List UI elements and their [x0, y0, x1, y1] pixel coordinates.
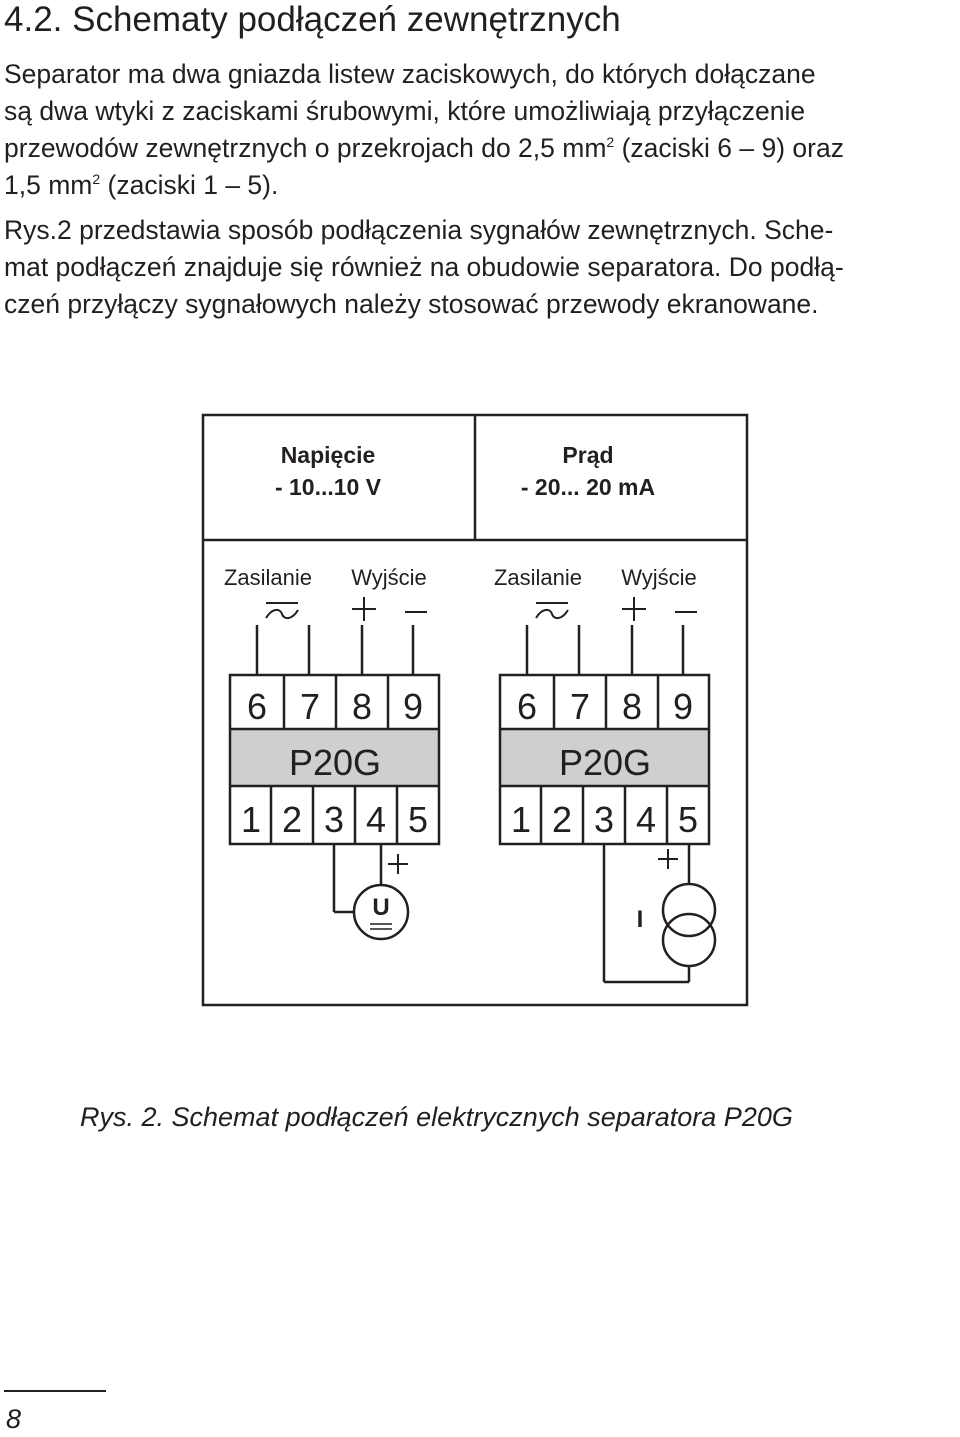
- terminal-5: 5: [677, 799, 699, 840]
- paragraph-line: [4, 130, 844, 167]
- output-label: Wyjście: [351, 565, 427, 590]
- paragraph-line: Rys.2 przedstawia sposób podłączenia sygnałów zewnętrznych. Sche-: [4, 215, 834, 245]
- voltage-panel: [224, 442, 439, 939]
- terminal-1: 1: [240, 799, 262, 840]
- plus-icon: [658, 849, 678, 869]
- plus-icon: [388, 854, 408, 874]
- terminal-3: 3: [593, 799, 615, 840]
- text-segment: (zaciski 6 – 9) oraz: [614, 133, 844, 163]
- terminal-5: 5: [407, 799, 429, 840]
- current-source-wiring: [604, 844, 715, 982]
- ac-symbol-icon: [266, 603, 298, 618]
- terminal-6: 6: [516, 686, 538, 727]
- current-panel: [494, 442, 715, 982]
- terminal-7: 7: [299, 686, 321, 727]
- terminal-2: 2: [551, 799, 573, 840]
- paragraph-intro: [4, 56, 844, 204]
- terminal-8: 8: [621, 686, 643, 727]
- output-label: Wyjście: [621, 565, 697, 590]
- output-polarity-icons: [352, 597, 427, 621]
- terminal-2: 2: [281, 799, 303, 840]
- terminal-6: 6: [246, 686, 268, 727]
- dc-symbol-icon: [370, 924, 392, 929]
- paragraph-line: Separator ma dwa gniazda listew zaciskowych, do których dołączane: [4, 59, 816, 89]
- panel-range: - 20... 20 mA: [520, 474, 656, 500]
- text-segment: (zaciski 1 – 5).: [100, 170, 279, 200]
- text-segment: 1,5 mm: [4, 170, 93, 200]
- panel-range: - 10...10 V: [274, 474, 382, 500]
- device-name: P20G: [558, 742, 652, 783]
- footer-rule: [4, 1390, 106, 1392]
- section-heading: 4.2. Schematy podłączeń zewnętrznych: [4, 0, 621, 39]
- superscript: 2: [606, 134, 615, 150]
- terminal-3: 3: [323, 799, 345, 840]
- panel-title: Prąd: [562, 442, 614, 468]
- terminal-9: 9: [402, 686, 424, 727]
- voltage-source-label: U: [372, 894, 390, 921]
- ac-symbol-icon: [536, 603, 568, 618]
- paragraph-line: są dwa wtyki z zaciskami śrubowymi, które umożliwiają przyłączenie: [4, 96, 806, 126]
- terminal-4: 4: [365, 799, 387, 840]
- paragraph-line: czeń przyłączy sygnałowych należy stosować przewody ekranowane.: [4, 289, 819, 319]
- terminal-1: 1: [510, 799, 532, 840]
- device-name: P20G: [288, 742, 382, 783]
- figure-caption: Rys. 2. Schemat podłączeń elektrycznych separatora P20G: [80, 1102, 793, 1132]
- terminal-4: 4: [635, 799, 657, 840]
- text-segment: przewodów zewnętrznych o przekrojach do 2,5 mm: [4, 133, 607, 163]
- terminal-9: 9: [672, 686, 694, 727]
- supply-label: Zasilanie: [223, 565, 313, 590]
- terminal-8: 8: [351, 686, 373, 727]
- panel-title: Napięcie: [280, 442, 376, 468]
- supply-label: Zasilanie: [493, 565, 583, 590]
- wiring-diagram: [0, 400, 960, 1020]
- superscript: 2: [92, 171, 101, 187]
- paragraph-instructions: [4, 212, 844, 323]
- output-polarity-icons: [622, 597, 697, 621]
- page-number: 8: [6, 1404, 22, 1434]
- current-source-label: I: [636, 906, 644, 933]
- paragraph-line: [4, 167, 844, 204]
- paragraph-line: mat podłączeń znajduje się również na obudowie separatora. Do podłą-: [4, 252, 844, 282]
- terminal-7: 7: [569, 686, 591, 727]
